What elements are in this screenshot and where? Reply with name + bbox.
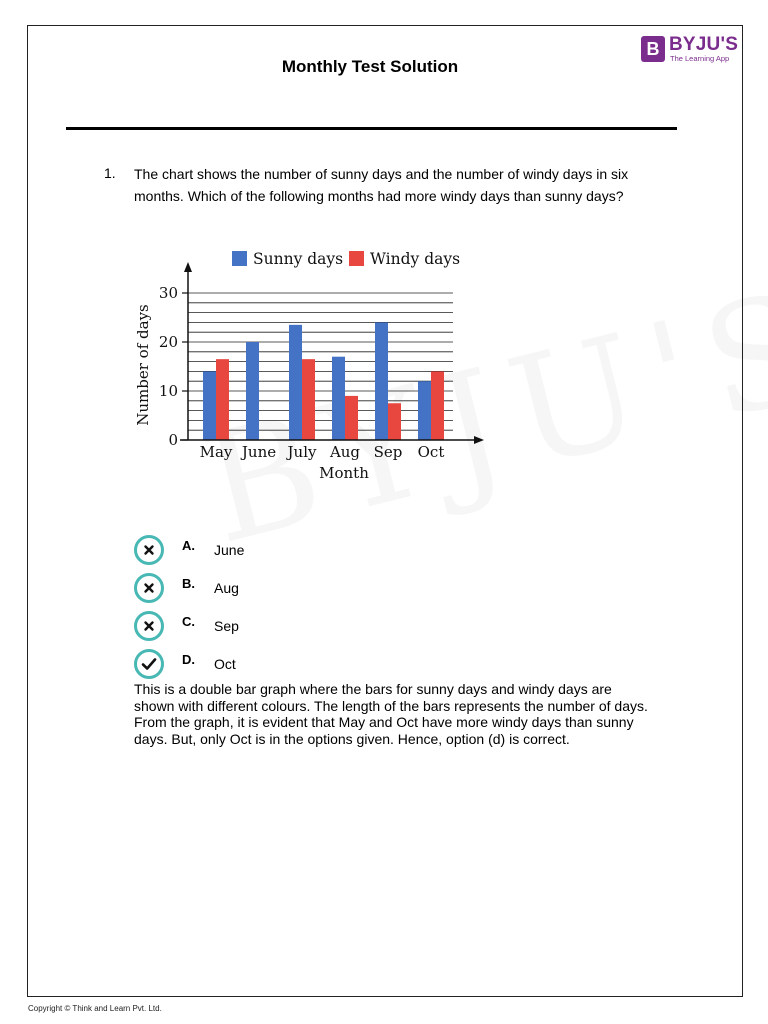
x-axis-title: Month	[319, 464, 369, 482]
option-c[interactable]	[134, 611, 434, 641]
option-text: Aug	[214, 580, 239, 596]
option-text: Oct	[214, 656, 236, 672]
y-tick-label: 0	[168, 431, 178, 449]
y-tick-label: 20	[158, 333, 178, 351]
x-tick-label: June	[241, 443, 277, 461]
bar-windy-days-aug	[345, 396, 358, 440]
x-tick-label: Sep	[373, 443, 403, 461]
option-text: June	[214, 542, 245, 558]
bar-windy-days-july	[302, 359, 315, 440]
bar-windy-days-oct	[431, 371, 444, 440]
x-tick-label: Oct	[417, 443, 445, 461]
option-b[interactable]	[134, 573, 434, 603]
legend-label: Windy days	[370, 250, 461, 268]
option-d[interactable]	[134, 649, 434, 679]
question-number: 1.	[104, 165, 116, 181]
bar-windy-days-may	[216, 359, 229, 440]
y-axis-arrow-icon	[184, 262, 192, 272]
bar-sunny-days-june	[246, 342, 259, 440]
bar-sunny-days-sep	[375, 322, 388, 440]
bar-sunny-days-aug	[332, 357, 345, 440]
bar-sunny-days-oct	[418, 381, 431, 440]
chart-legend	[232, 250, 460, 268]
option-letter: B.	[182, 576, 195, 591]
bar-windy-days-sep	[388, 403, 401, 440]
bar-sunny-days-july	[289, 325, 302, 440]
option-letter: C.	[182, 614, 195, 629]
page-title: Monthly Test Solution	[281, 57, 459, 76]
option-letter: D.	[182, 652, 195, 667]
logo-tagline: The Learning App	[670, 54, 730, 63]
check-icon	[134, 649, 164, 679]
option-letter: A.	[182, 538, 195, 553]
y-tick-label: 30	[158, 284, 178, 302]
legend-label: Sunny days	[253, 250, 344, 268]
x-tick-label: Aug	[329, 443, 361, 461]
legend-swatch	[349, 251, 364, 266]
x-tick-label: May	[199, 443, 233, 461]
cross-icon	[134, 611, 164, 641]
x-axis-arrow-icon	[474, 436, 484, 444]
logo-mark-icon: B	[641, 36, 665, 62]
copyright-footer: Copyright © Think and Learn Pvt. Ltd.	[28, 1004, 162, 1013]
title-divider	[66, 127, 677, 130]
y-tick-label: 10	[158, 382, 178, 400]
y-axis-title: Number of days	[134, 304, 152, 426]
logo-name: BYJU'S	[669, 34, 739, 55]
solution-explanation: This is a double bar graph where the bars for sunny days and windy days are shown with different colours. The length of the bars represents the number of days. From the graph, it is evident that May and Oct have more windy days than sunny days. But, only Oct is in the options given. Hence, option (d) is correct.	[134, 681, 648, 747]
x-tick-label: July	[287, 443, 317, 461]
cross-icon	[134, 573, 164, 603]
question-text: The chart shows the number of sunny days and the number of windy days in six months. Which of the following months had more windy days than sunny days?	[134, 166, 629, 204]
legend-swatch	[232, 251, 247, 266]
cross-icon	[134, 535, 164, 565]
option-text: Sep	[214, 618, 239, 634]
double-bar-chart	[128, 240, 498, 490]
option-a[interactable]	[134, 535, 434, 565]
bar-sunny-days-may	[203, 371, 216, 440]
